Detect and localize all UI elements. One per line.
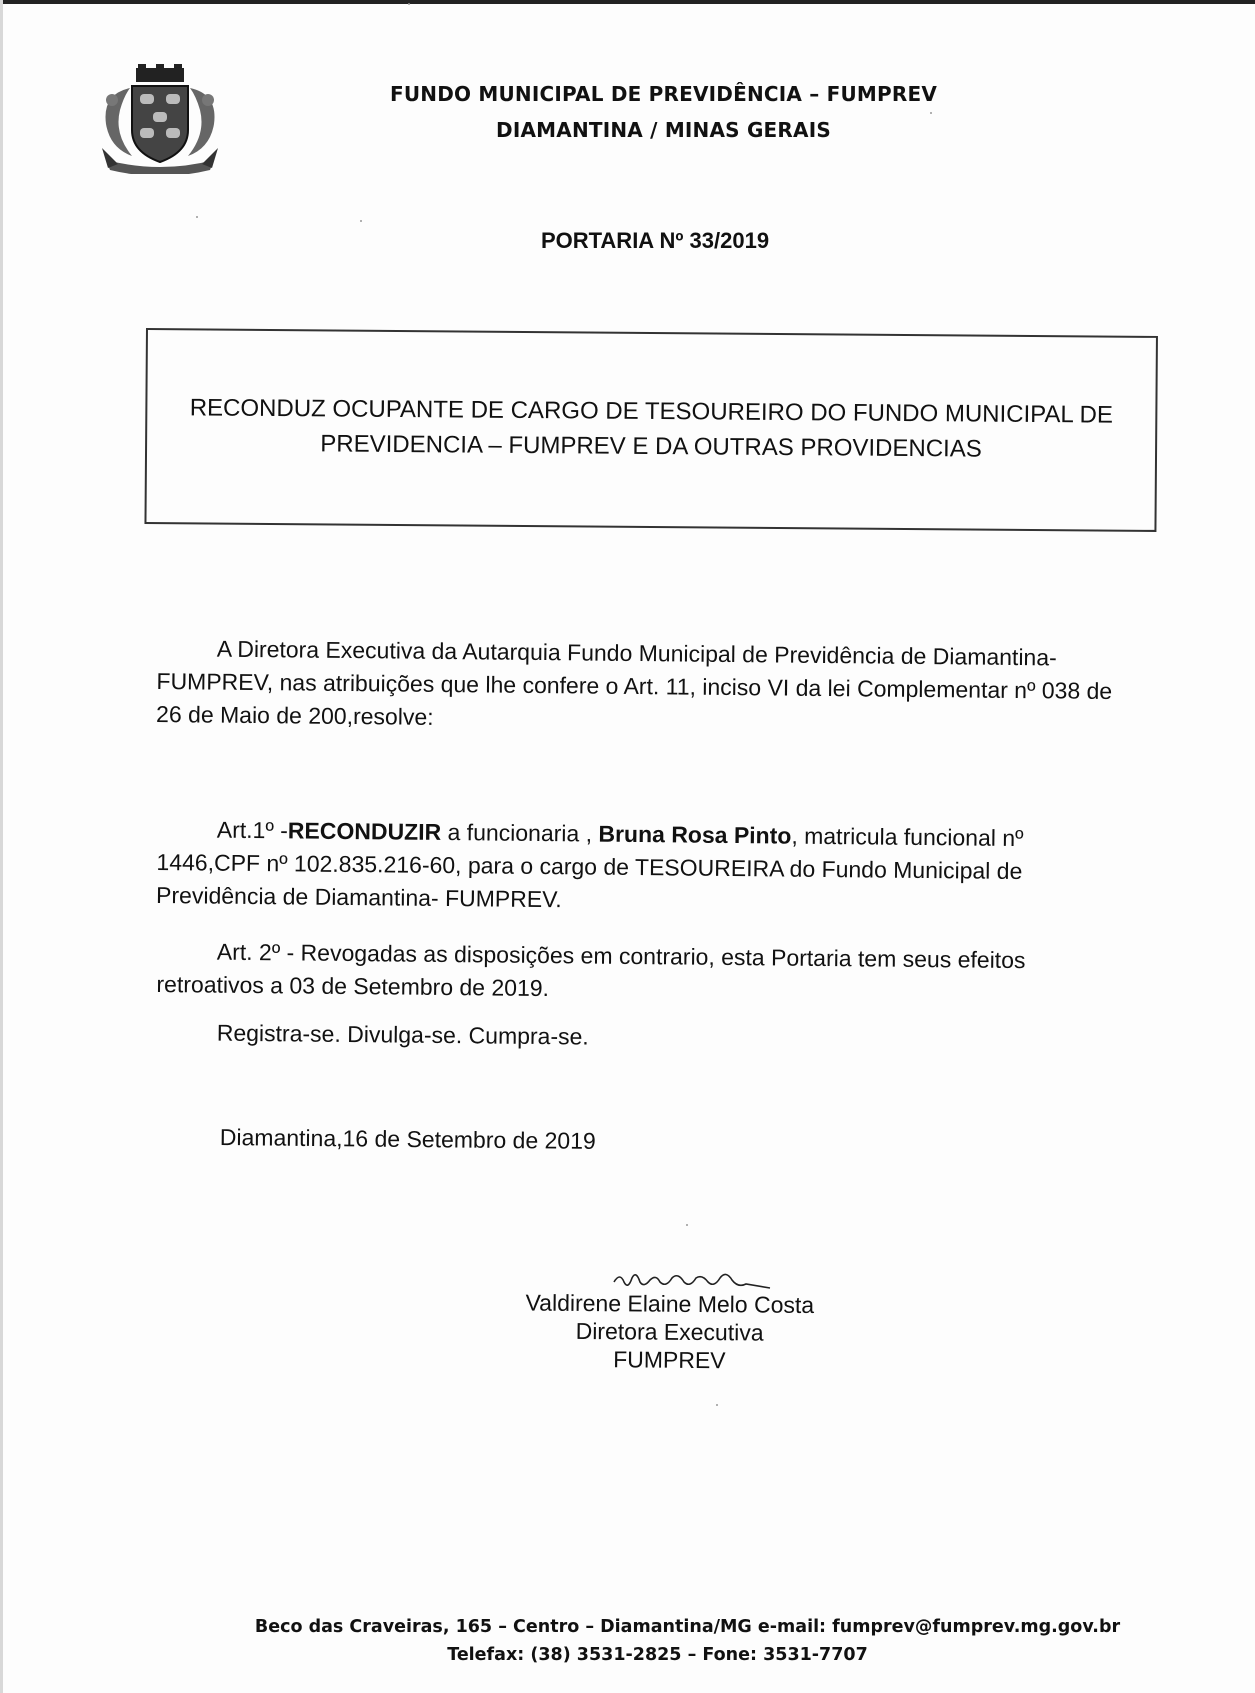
intro-paragraph: A Diretora Executiva da Autarquia Fundo Municipal de Previdência de Diamantina-FUMPREV, nas atribuições que lhe confere o Art. 11, inciso VI da lei Complementar nº 038 de 26 de Maio de 200,resolve: xyxy=(156,635,1113,730)
scan-speck xyxy=(716,1404,718,1406)
signer-role: Diretora Executiva xyxy=(575,1317,764,1346)
signer-organization: FUMPREV xyxy=(613,1346,726,1374)
footer-phones: Telefax: (38) 3531-2825 – Fone: 3531-7707 xyxy=(447,1645,868,1665)
institution-name: FUNDO MUNICIPAL DE PREVIDÊNCIA – FUMPREV xyxy=(389,82,938,106)
footer-address: Beco das Craveiras, 165 – Centro – Diamantina/MG e-mail: fumprev@fumprev.mg.gov.br xyxy=(254,1617,1121,1637)
scan-speck xyxy=(360,220,362,222)
summary-line-2: PREVIDENCIA – FUMPREV E DA OUTRAS PROVIDENCIAS xyxy=(320,430,982,463)
closing-formula: Registra-se. Divulga-se. Cumpra-se. xyxy=(216,1019,589,1050)
article-1-prefix: Art.1º - xyxy=(216,816,288,844)
scan-speck xyxy=(930,112,932,114)
article-1-rest: , matricula funcional nº 1446,CPF nº 102.835.216-60, para o cargo de TESOUREIRA do Fundo Municipal de Previdência de Diamantina- FUMPREV. xyxy=(156,822,1024,913)
scan-speck xyxy=(196,216,198,218)
document-title: PORTARIA Nº 33/2019 xyxy=(540,228,770,253)
article-2-paragraph: Art. 2º - Revogadas as disposições em contrario, esta Portaria tem seus efeitos retroativos a 03 de Setembro de 2019. xyxy=(156,938,1026,1002)
date-line: Diamantina,16 de Setembro de 2019 xyxy=(219,1124,596,1154)
summary-box xyxy=(144,328,1158,532)
article-1-mid: a funcionaria , xyxy=(441,818,599,847)
scan-speck xyxy=(408,3,410,5)
article-1-paragraph xyxy=(156,813,1127,922)
signature-block xyxy=(469,1288,870,1375)
summary-line-1: RECONDUZ OCUPANTE DE CARGO DE TESOUREIRO DO FUNDO MUNICIPAL DE xyxy=(189,394,1114,429)
scan-speck xyxy=(686,1224,688,1226)
signer-name: Valdirene Elaine Melo Costa xyxy=(525,1289,815,1319)
employee-name: Bruna Rosa Pinto xyxy=(598,820,792,849)
summary-text xyxy=(147,390,1156,468)
institution-location: DIAMANTINA / MINAS GERAIS xyxy=(496,118,831,142)
article-1-verb: RECONDUZIR xyxy=(287,817,442,845)
scan-top-border xyxy=(0,0,1255,4)
